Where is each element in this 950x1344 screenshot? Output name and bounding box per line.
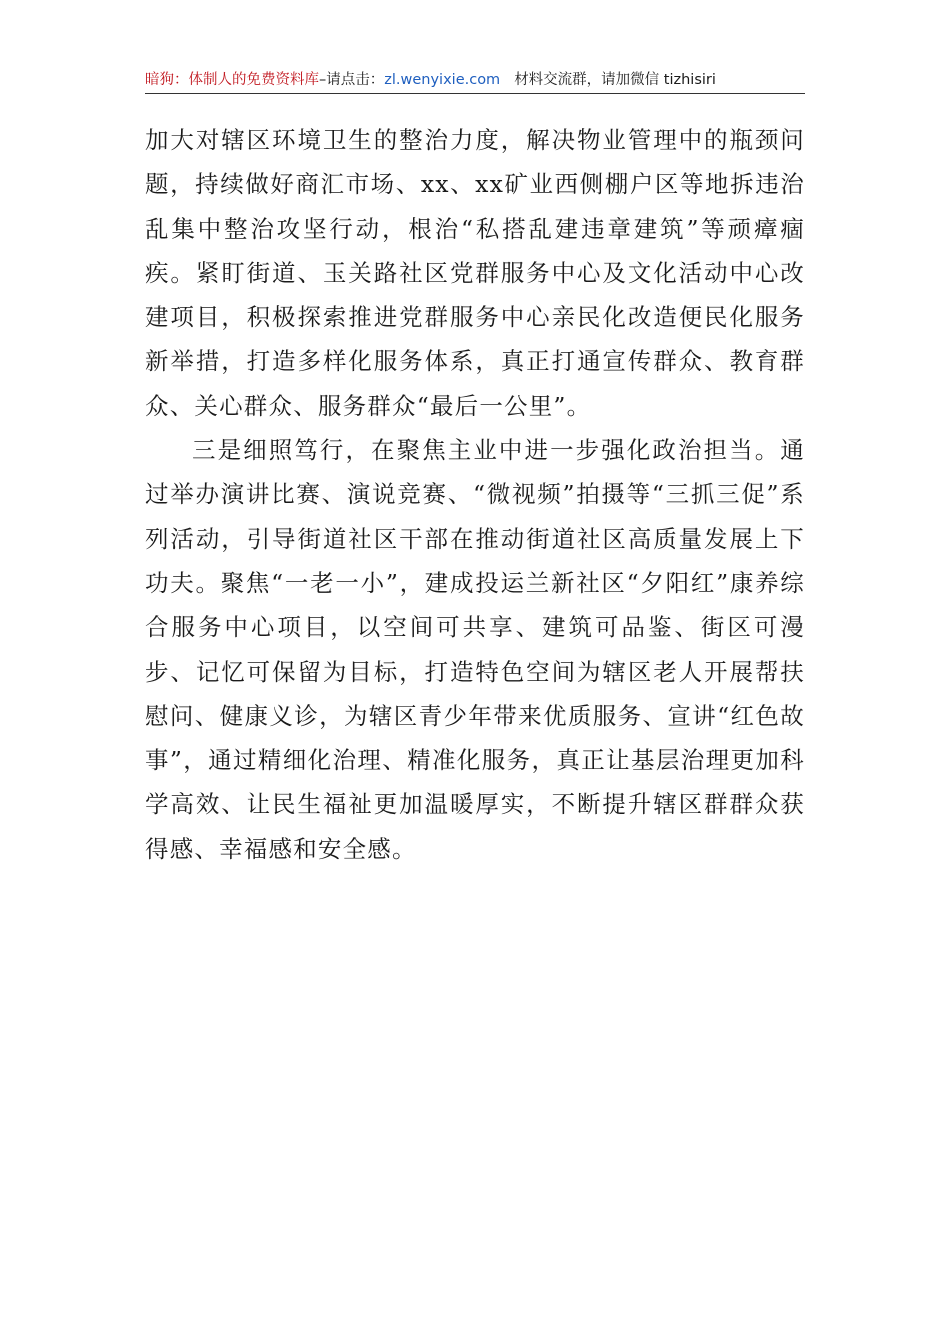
header-divider: [145, 93, 805, 94]
header-group-info: 材料交流群，请加微信 tizhisiri: [514, 72, 716, 88]
header-brand-text: 暗狗：体制人的免费资料库: [145, 72, 319, 88]
paragraph-continuation: 加大对辖区环境卫生的整治力度，解决物业管理中的瓶颈问题，持续做好商汇市场、xx、xx矿业西侧棚户区等地拆违治乱集中整治攻坚行动，根治“私搭乱建违章建筑”等顽瘴痼疾。紧盯街道、玉关路社区党群服务中心及文化活动中心改建项目，积极探索推进党群服务中心亲民化改造便民化服务新举措，打造多样化服务体系，真正打通宣传群众、教育群众、关心群众、服务群众“最后一公里”。: [145, 126, 805, 420]
paragraph-section-three: 三是细照笃行，在聚焦主业中进一步强化政治担当。通过举办演讲比赛、演说竞赛、“微视频”拍摄等“三抓三促”系列活动，引导街道社区干部在推动街道社区高质量发展上下功夫。聚焦“一老一小”，建成投运兰新社区“夕阳红”康养综合服务中心项目，以空间可共享、建筑可品鉴、街区可漫步、记忆可保留为目标，打造特色空间为辖区老人开展帮扶慰问、健康义诊，为辖区青少年带来优质服务、宣讲“红色故事”，通过精细化治理、精准化服务，真正让基层治理更加科学高效、让民生福祉更加温暖厚实，不断提升辖区群群众获得感、幸福感和安全感。: [145, 436, 805, 863]
document-body: [145, 118, 805, 871]
header-url-link[interactable]: zl.wenyixie.com: [384, 72, 501, 88]
page-header: [145, 66, 805, 94]
header-click-prompt: –请点击：: [319, 72, 385, 88]
